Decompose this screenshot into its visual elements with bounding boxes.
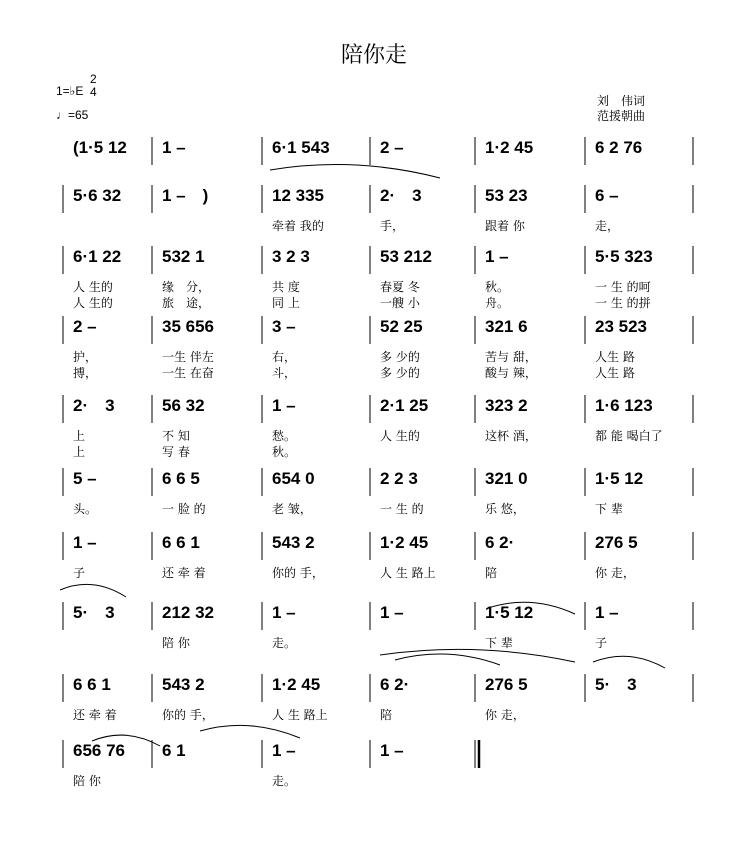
composer-credit: 范援朝曲	[597, 109, 646, 123]
lyric-verse-1: 右，	[272, 350, 297, 364]
lyric-verse-2: 斗，	[272, 366, 297, 380]
measure-notes: 1 –	[272, 741, 296, 760]
measure-notes: 1·2 45	[485, 138, 534, 157]
measure-notes: 6 6 1	[162, 533, 200, 552]
lyric-verse-2: 上	[73, 445, 86, 459]
measure-notes: 321 0	[485, 469, 528, 488]
measure-notes: 1 –	[380, 603, 404, 622]
lyric-verse-1: 你 走，	[485, 708, 525, 722]
measure-notes: 35 656	[162, 317, 214, 336]
measure-notes: 276 5	[485, 675, 528, 694]
lyric-verse-1: 跟着 你	[485, 219, 525, 233]
measure-notes: 1 –	[485, 247, 509, 266]
lyric-verse-1: 陪 你	[162, 636, 190, 650]
time-denominator: 4	[90, 85, 97, 99]
lyric-verse-1: 下 辈	[595, 502, 623, 516]
lyric-verse-1: 牵着 我的	[272, 219, 324, 233]
key-signature: 1=♭E	[56, 84, 84, 98]
lyric-verse-1: 人 生 路上	[272, 708, 328, 722]
lyric-verse-1: 一 生 的呵	[595, 280, 651, 294]
measure-notes: 1·2 45	[272, 675, 321, 694]
measure-notes: 6 2·	[485, 533, 515, 552]
lyric-verse-2: 一 生 的拼	[595, 296, 651, 310]
lyric-verse-1: 多 少的	[380, 350, 420, 364]
measure-notes: 5· 3	[595, 675, 637, 694]
measure-notes: 2· 3	[380, 186, 422, 205]
slur-tie	[593, 656, 665, 668]
lyric-verse-1: 子	[595, 636, 608, 650]
slur-tie	[395, 654, 500, 665]
lyric-verse-1: 春夏 冬	[380, 280, 420, 294]
measure-notes: 543 2	[272, 533, 315, 552]
measure-notes: 6 6 5	[162, 469, 200, 488]
lyric-verse-2: 秋。	[272, 445, 297, 459]
measure-notes: (1·5 12	[73, 138, 127, 157]
lyric-verse-2: 一艘 小	[380, 296, 420, 310]
lyric-verse-1: 头。	[73, 502, 98, 516]
slur-tie	[200, 725, 300, 738]
lyric-verse-1: 乐 悠，	[485, 502, 525, 516]
page-title: 陪你走	[340, 43, 407, 68]
measure-notes: 5· 3	[73, 603, 115, 622]
measure-notes: 2· 3	[73, 396, 115, 415]
lyric-verse-2: 搏，	[73, 366, 98, 380]
lyric-verse-1: 一 脸 的	[162, 502, 206, 516]
measure-notes: 532 1	[162, 247, 205, 266]
lyric-verse-1: 陪	[485, 566, 498, 580]
measure-notes: 276 5	[595, 533, 638, 552]
lyric-verse-1: 走。	[272, 636, 297, 650]
measure-notes: 6 2 76	[595, 138, 643, 157]
lyric-verse-1: 一 生 的	[380, 502, 424, 516]
measure-notes: 1 –	[162, 138, 186, 157]
lyric-verse-1: 手，	[380, 219, 405, 233]
measure-notes: 1 –	[380, 741, 404, 760]
measure-notes: 52 25	[380, 317, 423, 336]
lyric-verse-1: 不 知	[162, 429, 190, 443]
lyric-verse-1: 还 牵 着	[73, 708, 117, 722]
lyric-verse-2: 一生 在奋	[162, 366, 214, 380]
measure-notes: 212 32	[162, 603, 214, 622]
lyric-verse-2: 多 少的	[380, 366, 420, 380]
measure-notes: 2·1 25	[380, 396, 429, 415]
lyric-verse-2: 舟。	[485, 296, 510, 310]
tempo-value: =65	[68, 108, 89, 122]
lyric-verse-1: 秋。	[485, 280, 510, 294]
measure-notes: 2 2 3	[380, 469, 418, 488]
lyric-verse-1: 苦与 甜，	[485, 350, 537, 364]
lyric-verse-1: 人 生的	[73, 280, 113, 294]
lyric-verse-1: 下 辈	[485, 636, 513, 650]
measure-notes: 1·2 45	[380, 533, 429, 552]
measure-notes: 2 –	[380, 138, 404, 157]
lyric-verse-1: 你的 手，	[162, 708, 214, 722]
measure-notes: 1 – )	[162, 186, 209, 205]
lyric-verse-1: 子	[73, 566, 86, 580]
lyric-verse-1: 都 能 喝白了	[595, 429, 663, 443]
lyric-verse-1: 这杯 酒，	[485, 429, 537, 443]
lyric-verse-1: 人生 路	[595, 350, 635, 364]
lyric-verse-2: 旅 途，	[162, 296, 211, 310]
measure-notes: 53 23	[485, 186, 528, 205]
measure-notes: 3 2 3	[272, 247, 310, 266]
measure-notes: 6 2·	[380, 675, 410, 694]
measure-notes: 56 32	[162, 396, 205, 415]
measure-notes: 1·6 123	[595, 396, 653, 415]
measure-notes: 1 –	[272, 396, 296, 415]
lyric-verse-1: 缘 分，	[162, 280, 211, 294]
lyric-verse-1: 人 生的	[380, 429, 420, 443]
measure-notes: 543 2	[162, 675, 205, 694]
lyric-verse-1: 老 皱，	[272, 502, 312, 516]
lyric-verse-1: 陪 你	[73, 774, 101, 788]
lyric-verse-2: 人 生的	[73, 296, 113, 310]
lyricist-credit: 刘 伟词	[597, 94, 646, 108]
measure-notes: 23 523	[595, 317, 647, 336]
measure-notes: 323 2	[485, 396, 528, 415]
measure-notes: 3 –	[272, 317, 296, 336]
measure-notes: 656 76	[73, 741, 125, 760]
measure-notes: 6·1 22	[73, 247, 122, 266]
measure-notes: 6 6 1	[73, 675, 111, 694]
lyric-verse-1: 人 生 路上	[380, 566, 436, 580]
measure-notes: 1·5 12	[485, 603, 534, 622]
lyric-verse-1: 走。	[272, 774, 297, 788]
measure-notes: 53 212	[380, 247, 432, 266]
measure-notes: 5 –	[73, 469, 97, 488]
lyric-verse-1: 你的 手，	[272, 566, 324, 580]
measure-notes: 1 –	[73, 533, 97, 552]
slur-tie	[60, 584, 126, 597]
measure-notes: 1 –	[272, 603, 296, 622]
slur-tie	[380, 649, 575, 662]
lyric-verse-2: 写 春	[162, 445, 190, 459]
measure-notes: 6 1	[162, 741, 186, 760]
lyric-verse-1: 走，	[595, 219, 620, 233]
measure-notes: 1·5 12	[595, 469, 644, 488]
measure-notes: 5·6 32	[73, 186, 122, 205]
lyric-verse-1: 你 走，	[595, 566, 635, 580]
measure-notes: 6 –	[595, 186, 619, 205]
measure-notes: 1 –	[595, 603, 619, 622]
slur-tie	[270, 165, 440, 178]
measure-notes: 2 –	[73, 317, 97, 336]
lyric-verse-1: 共 度	[272, 280, 300, 294]
lyric-verse-1: 一生 伴左	[162, 350, 214, 364]
measure-notes: 654 0	[272, 469, 315, 488]
measure-notes: 12 335	[272, 186, 324, 205]
lyric-verse-1: 陪	[380, 708, 393, 722]
lyric-verse-2: 人生 路	[595, 366, 635, 380]
lyric-verse-1: 上	[73, 429, 86, 443]
lyric-verse-2: 同 上	[272, 296, 300, 310]
measure-notes: 6·1 543	[272, 138, 330, 157]
lyric-verse-1: 愁。	[272, 429, 297, 443]
lyric-verse-1: 还 牵 着	[162, 566, 206, 580]
measure-notes: 321 6	[485, 317, 528, 336]
lyric-verse-2: 酸与 辣，	[485, 366, 537, 380]
measure-notes: 5·5 323	[595, 247, 653, 266]
time-numerator: 2	[90, 72, 97, 86]
quarter-note-icon: ♩	[56, 108, 68, 122]
lyric-verse-1: 护，	[73, 350, 98, 364]
